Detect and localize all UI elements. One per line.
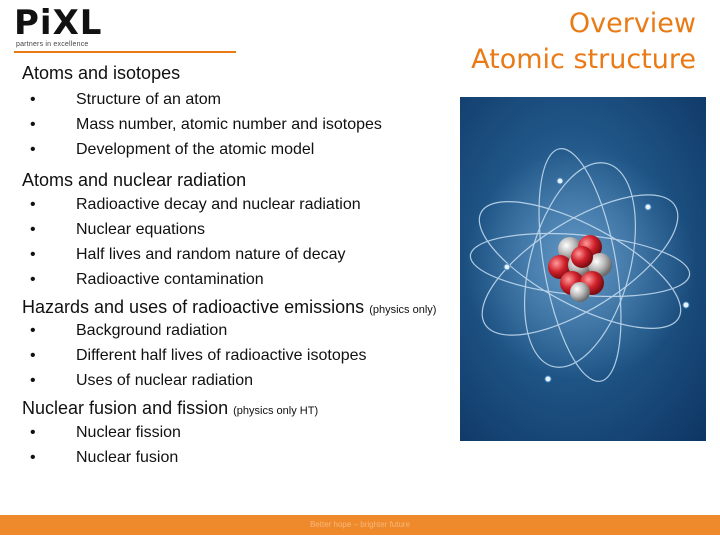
section-note: (physics only HT)	[233, 405, 319, 417]
title-line-1: Overview	[568, 8, 696, 39]
pixl-logo	[14, 4, 244, 56]
list-item: • Nuclear fusion	[30, 449, 179, 466]
list-item: • Half lives and random nature of decay	[30, 246, 346, 263]
atom-icon	[460, 97, 706, 441]
header-divider	[14, 51, 236, 53]
list-item: • Different half lives of radioactive isotopes	[30, 347, 367, 364]
list-item: • Structure of an atom	[30, 91, 221, 108]
section-heading-fusion-fission: Nuclear fusion and fission (physics only HT)	[22, 398, 319, 418]
list-item: • Radioactive contamination	[30, 271, 264, 288]
list-item: • Uses of nuclear radiation	[30, 372, 253, 389]
section-heading-atoms-isotopes: Atoms and isotopes	[22, 63, 181, 83]
logo-tagline: partners in excellence	[16, 41, 89, 48]
footer-slogan: Better hope – brighter future	[309, 520, 411, 529]
list-item: • Mass number, atomic number and isotopes	[30, 116, 382, 133]
page-title	[471, 6, 696, 78]
section-note: (physics only)	[369, 304, 437, 316]
title-line-2: Atomic structure	[471, 44, 696, 75]
list-item: • Nuclear fission	[30, 424, 181, 441]
atom-illustration	[460, 97, 706, 441]
list-item: • Development of the atomic model	[30, 141, 315, 158]
section-heading-nuclear-radiation: Atoms and nuclear radiation	[22, 170, 247, 190]
logo-wordmark: PiXL	[14, 3, 103, 43]
section-heading-hazards-uses: Hazards and uses of radioactive emissions (physics only)	[22, 297, 437, 317]
list-item: • Nuclear equations	[30, 221, 205, 238]
list-item: • Background radiation	[30, 322, 228, 339]
list-item: • Radioactive decay and nuclear radiation	[30, 196, 361, 213]
